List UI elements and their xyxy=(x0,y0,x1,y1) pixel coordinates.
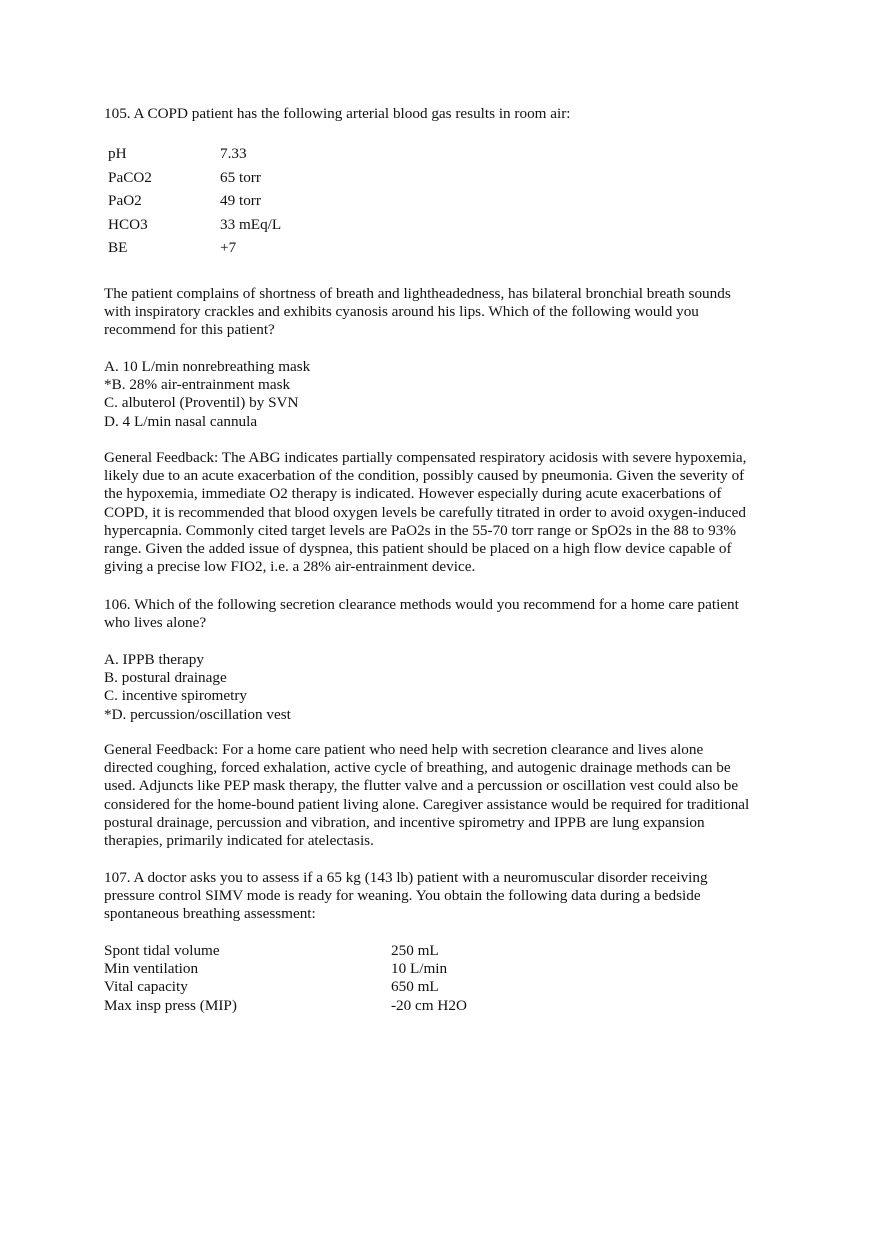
weaning-data-value: 250 mL xyxy=(391,942,439,959)
text-line: range. Given the added issue of dyspnea, this patient should be placed on a high flow device capable of xyxy=(104,540,732,558)
text-line: therapies, primarily indicated for atelectasis. xyxy=(104,832,374,850)
text-line: with inspiratory crackles and exhibits cyanosis around his lips. Which of the following would you xyxy=(104,303,699,321)
answer-option: C. incentive spirometry xyxy=(104,687,247,705)
weaning-data-label: Max insp press (MIP) xyxy=(104,996,237,1014)
q106-options xyxy=(104,651,784,724)
abg-label: HCO3 xyxy=(108,215,148,233)
text-line: The patient complains of shortness of breath and lightheadedness, has bilateral bronchial breath sounds xyxy=(104,285,731,302)
q105-stem xyxy=(104,105,784,123)
weaning-data-value: 650 mL xyxy=(391,978,439,996)
text-line: used. Adjuncts like PEP mask therapy, the flutter valve and a percussion or oscillation vest could also be xyxy=(104,777,739,795)
abg-label: PaCO2 xyxy=(108,168,152,186)
q106-stem xyxy=(104,596,784,632)
text-line: likely due to an acute exacerbation of the condition, possibly caused by pneumonia. Given the severity of xyxy=(104,467,745,485)
text-line: 106. Which of the following secretion clearance methods would you recommend for a home care patient xyxy=(104,596,739,613)
text-line: 107. A doctor asks you to assess if a 65 kg (143 lb) patient with a neuromuscular disorder receiving xyxy=(104,869,708,886)
q105-feedback xyxy=(104,449,784,576)
abg-value: 33 mEq/L xyxy=(220,215,282,233)
weaning-data-label: Spont tidal volume xyxy=(104,942,220,959)
q106-feedback xyxy=(104,741,784,850)
weaning-data-label: Min ventilation xyxy=(104,960,199,978)
answer-option: A. IPPB therapy xyxy=(104,651,204,668)
text-line: recommend for this patient? xyxy=(104,321,275,339)
q107-stem xyxy=(104,869,784,924)
answer-option-correct: *B. 28% air-entrainment mask xyxy=(104,376,291,394)
text-line: General Feedback: For a home care patient who need help with secretion clearance and lives alone xyxy=(104,741,704,758)
text-line: COPD, it is recommended that blood oxygen levels be carefully titrated in order to avoid oxygen-induced xyxy=(104,503,746,521)
text-line: considered for the home-bound patient living alone. Caregiver assistance would be required for traditional xyxy=(104,795,750,813)
answer-option: B. postural drainage xyxy=(104,669,227,687)
abg-value: +7 xyxy=(220,239,237,256)
text-line: giving a precise low FIO2, i.e. a 28% air-entrainment device. xyxy=(104,558,476,576)
abg-value: 49 torr xyxy=(220,192,261,209)
text-line: directed coughing, forced exhalation, active cycle of breathing, and autogenic drainage methods can be xyxy=(104,759,731,777)
abg-label: BE xyxy=(108,239,128,256)
text-line: who lives alone? xyxy=(104,614,207,632)
q105-complaint xyxy=(104,285,784,340)
abg-label: pH xyxy=(108,145,127,162)
q105-stem-text: 105. A COPD patient has the following arterial blood gas results in room air: xyxy=(104,105,571,122)
weaning-data-value: -20 cm H2O xyxy=(391,996,467,1014)
text-line: the hypoxemia, immediate O2 therapy is indicated. However especially during acute exacerbations of xyxy=(104,485,722,503)
q105-options xyxy=(104,358,784,431)
text-line: pressure control SIMV mode is ready for weaning. You obtain the following data during a bedside xyxy=(104,887,701,905)
text-line: spontaneous breathing assessment: xyxy=(104,905,316,923)
weaning-data-label: Vital capacity xyxy=(104,978,188,996)
text-line: postural drainage, percussion and vibration, and incentive spirometry and IPPB are lung expansion xyxy=(104,813,705,831)
text-line: General Feedback: The ABG indicates partially compensated respiratory acidosis with severe hypoxemia, xyxy=(104,449,747,466)
answer-option: A. 10 L/min nonrebreathing mask xyxy=(104,358,311,375)
answer-option-correct: *D. percussion/oscillation vest xyxy=(104,705,291,723)
answer-option: C. albuterol (Proventil) by SVN xyxy=(104,394,299,412)
weaning-data-value: 10 L/min xyxy=(391,960,448,978)
abg-value: 7.33 xyxy=(220,145,247,162)
text-line: hypercapnia. Commonly cited target levels are PaO2s in the 55-70 torr range or SpO2s in the 88 to 93% xyxy=(104,521,736,539)
answer-option: D. 4 L/min nasal cannula xyxy=(104,412,258,430)
abg-label: PaO2 xyxy=(108,192,142,209)
abg-value: 65 torr xyxy=(220,168,261,186)
